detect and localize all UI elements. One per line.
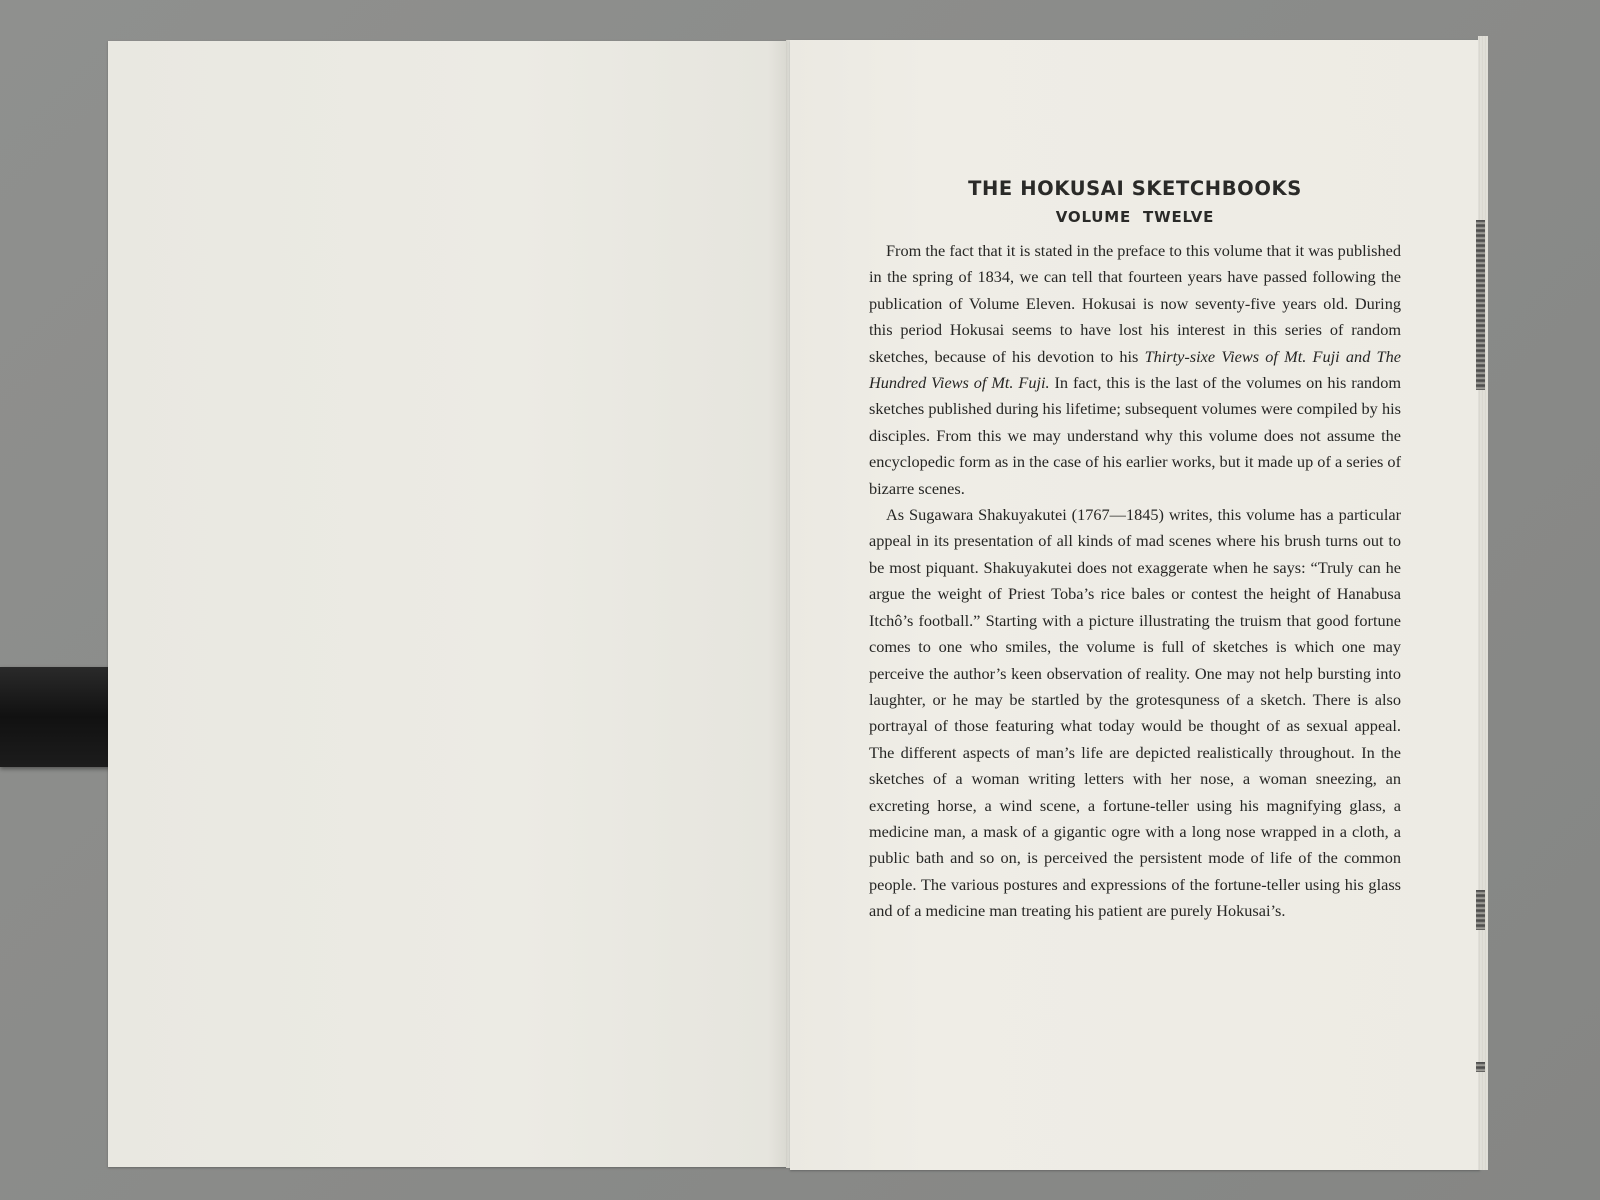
edge-ink-mark (1476, 1062, 1485, 1072)
paragraph-1-text: From the fact that it is stated in the preface to this volume that it was published in the spring of 1834, we can tell that fourteen years have passed following the publication of Volume Eleven. Hokusai is now seventy-five years old. During this period Hokusai seems to have lost his interest in this series of random sketches, because of his devotion to his (869, 241, 1401, 366)
paragraph-1 (869, 238, 1401, 502)
paragraph-2: As Sugawara Shakuyakutei (1767—1845) writes, this volume has a particular appeal in its presentation of all kinds of mad scenes where his brush turns out to be most piquant. Shakuyakutei does not exaggerate when he says: “Truly can he argue the weight of Priest Toba’s rice bales or contest the height of Hanabusa Itchô’s football.” Starting with a picture illustrating the truism that good fortune comes to one who smiles, the volume is full of sketches is which one may perceive the author’s keen observation of reality. One may not help bursting into laughter, or he may be startled by the grotesquness of a sketch. There is also portrayal of those featuring what today would be thought of as sexual appeal. The different aspects of man’s life are depicted realistically throughout. In the sketches of a woman writing letters with her nose, a woman sneezing, an excreting horse, a wind scene, a fortune-teller using his magnifying glass, a medicine man, a mask of a gigantic ogre with a long nose wrapped in a cloth, a public bath and so on, is perceived the persistent mode of life of the common people. The various postures and expressions of the fortune-teller using his glass and of a medicine man treating his patient are purely Hokusai’s. (869, 505, 1401, 921)
page-edge (1478, 36, 1488, 1170)
paragraph-1-text-continued: In fact, this is the last of the volumes on his random sketches published during his lifetime; subsequent volumes were compiled by his disciples. From this we may understand why this volume does not assume the encyclopedic form as in the case of his earlier works, but it made up of a series of bizarre scenes. (869, 373, 1402, 498)
paragraph-1-italic-titles: Thirty-sixe Views of Mt. Fuji and The Hundred Views of Mt. Fuji. (869, 346, 1401, 393)
body-text (869, 238, 1401, 925)
volume-subtitle: VOLUME TWELVE (1055, 208, 1215, 226)
left-page-blank (108, 41, 788, 1167)
edge-ink-mark (1476, 890, 1485, 930)
book-title: THE HOKUSAI SKETCHBOOKS (968, 177, 1302, 200)
edge-ink-mark (1476, 220, 1485, 390)
